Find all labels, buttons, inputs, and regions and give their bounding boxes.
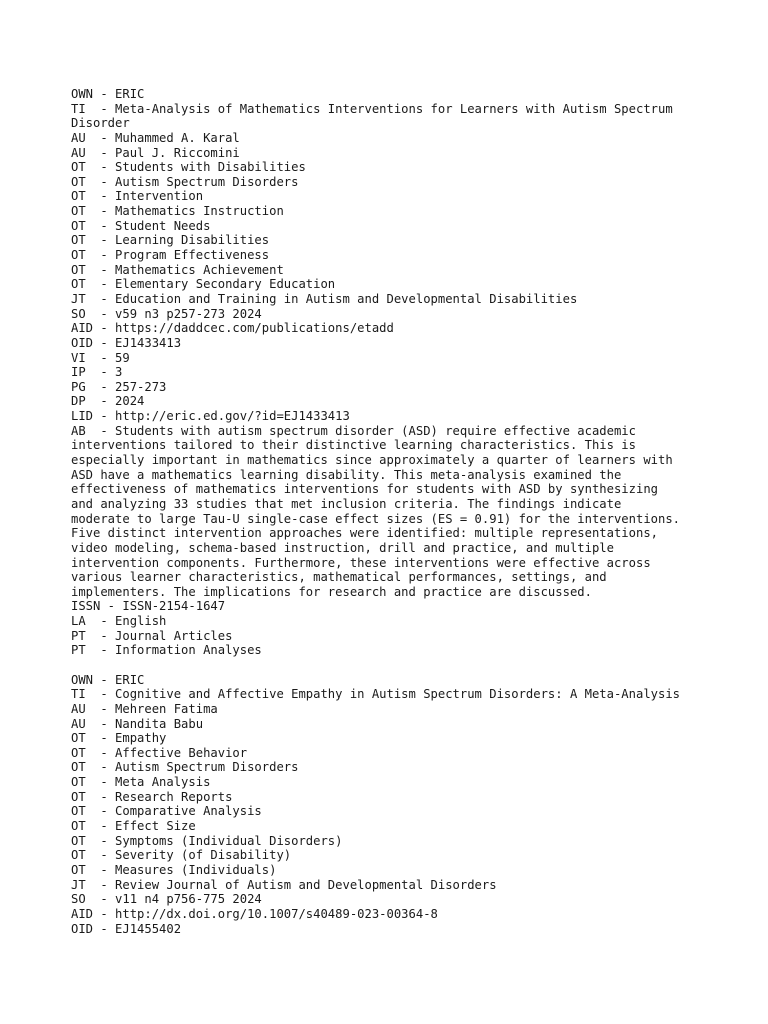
- record-line: PT - Journal Articles: [71, 628, 233, 643]
- record-line: and analyzing 33 studies that met inclusion criteria. The findings indicate: [71, 496, 622, 511]
- record-line: OT - Student Needs: [71, 218, 211, 233]
- record-line: OT - Learning Disabilities: [71, 233, 270, 248]
- record-line: LA - English: [71, 614, 167, 629]
- record-line: AU - Nandita Babu: [71, 716, 204, 731]
- citation-record: [71, 87, 721, 658]
- record-line: OT - Program Effectiveness: [71, 248, 270, 263]
- record-line: OID - EJ1455402: [71, 921, 182, 936]
- record-line: moderate to large Tau-U single-case effect sizes (ES = 0.91) for the interventions.: [71, 511, 681, 526]
- record-line: PG - 257-273: [71, 379, 167, 394]
- record-line: intervention components. Furthermore, these interventions were effective across: [71, 555, 651, 570]
- record-line: OT - Measures (Individuals): [71, 862, 277, 877]
- record-line: TI - Cognitive and Affective Empathy in Autism Spectrum Disorders: A Meta-Analysis: [71, 687, 681, 702]
- record-line: OT - Severity (of Disability): [71, 848, 292, 863]
- record-line: implementers. The implications for research and practice are discussed.: [71, 584, 592, 599]
- record-line: ISSN - ISSN-2154-1647: [71, 599, 226, 614]
- record-line: ASD have a mathematics learning disability. This meta-analysis examined the: [71, 467, 622, 482]
- record-line: OT - Effect Size: [71, 819, 196, 834]
- record-line: OWN - ERIC: [71, 87, 145, 101]
- record-line: AU - Muhammed A. Karal: [71, 130, 240, 145]
- record-line: OID - EJ1433413: [71, 335, 182, 350]
- record-line: VI - 59: [71, 350, 130, 365]
- record-line: PT - Information Analyses: [71, 643, 262, 658]
- record-line: IP - 3: [71, 365, 123, 380]
- record-line: OT - Elementary Secondary Education: [71, 277, 336, 292]
- record-line: JT - Education and Training in Autism and Developmental Disabilities: [71, 291, 578, 306]
- record-line: JT - Review Journal of Autism and Developmental Disorders: [71, 877, 497, 892]
- record-line: OT - Meta Analysis: [71, 775, 211, 790]
- record-line: TI - Meta-Analysis of Mathematics Interventions for Learners with Autism Spectrum: [71, 101, 673, 116]
- record-line: various learner characteristics, mathematical performances, settings, and: [71, 570, 607, 585]
- record-line: DP - 2024: [71, 394, 145, 409]
- record-line: AB - Students with autism spectrum disorder (ASD) require effective academic: [71, 423, 636, 438]
- citation-document: [71, 87, 721, 936]
- record-line: OWN - ERIC: [71, 672, 145, 687]
- record-line: OT - Mathematics Achievement: [71, 262, 284, 277]
- record-line: OT - Autism Spectrum Disorders: [71, 174, 299, 189]
- record-line: OT - Empathy: [71, 731, 167, 746]
- record-line: OT - Students with Disabilities: [71, 160, 306, 175]
- record-line: OT - Mathematics Instruction: [71, 204, 284, 219]
- record-line: OT - Comparative Analysis: [71, 804, 262, 819]
- record-line: OT - Research Reports: [71, 789, 233, 804]
- record-line: OT - Affective Behavior: [71, 745, 248, 760]
- record-line: effectiveness of mathematics interventions for students with ASD by synthesizing: [71, 482, 658, 497]
- record-line: SO - v59 n3 p257-273 2024: [71, 306, 262, 321]
- record-line: especially important in mathematics since approximately a quarter of learners with: [71, 453, 673, 468]
- record-line: Five distinct intervention approaches were identified: multiple representations,: [71, 526, 658, 541]
- record-line: SO - v11 n4 p756-775 2024: [71, 892, 262, 907]
- record-line: LID - http://eric.ed.gov/?id=EJ1433413: [71, 409, 350, 424]
- record-line: AU - Mehreen Fatima: [71, 701, 218, 716]
- record-line: OT - Intervention: [71, 189, 204, 204]
- record-line: AID - http://dx.doi.org/10.1007/s40489-023-00364-8: [71, 906, 438, 921]
- record-line: OT - Autism Spectrum Disorders: [71, 760, 299, 775]
- citation-record: [71, 673, 721, 937]
- record-line: interventions tailored to their distinctive learning characteristics. This is: [71, 438, 636, 453]
- record-line: Disorder: [71, 116, 130, 131]
- record-line: video modeling, schema-based instruction, drill and practice, and multiple: [71, 540, 614, 555]
- record-line: OT - Symptoms (Individual Disorders): [71, 833, 343, 848]
- record-line: AID - https://daddcec.com/publications/etadd: [71, 321, 394, 336]
- record-separator: [71, 658, 721, 673]
- record-line: AU - Paul J. Riccomini: [71, 145, 240, 160]
